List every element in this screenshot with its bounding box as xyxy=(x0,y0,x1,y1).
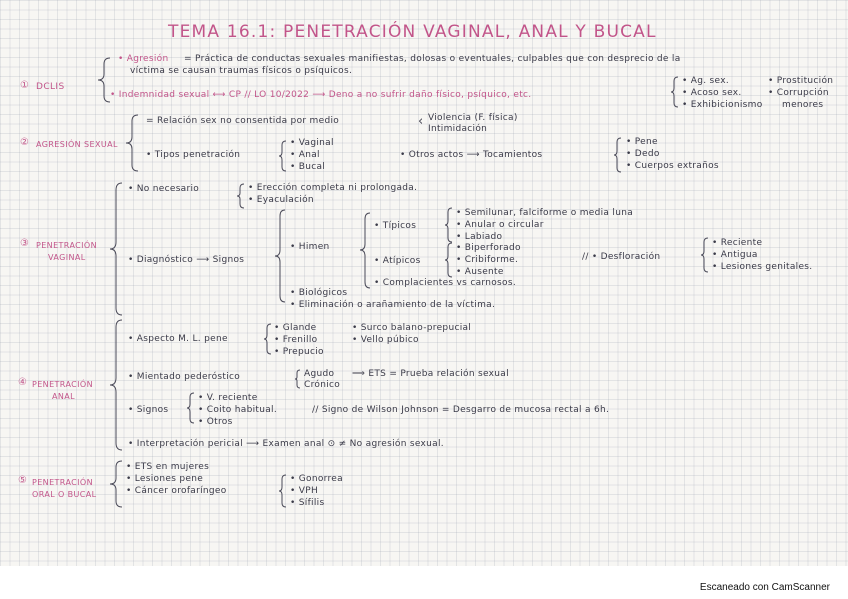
otros-line: • Otros actos ⟶ Tocamientos xyxy=(400,150,543,160)
tipo-item: • Anal xyxy=(290,150,320,160)
himen-label: • Himen xyxy=(290,242,330,252)
section-heading-2: ANAL xyxy=(52,392,75,401)
interpretacion-line: • Interpretación pericial ⟶ Examen anal ⊙ ≠ No agresión sexual. xyxy=(128,439,444,449)
section-heading: PENETRACIÓN xyxy=(32,478,93,487)
tipicos-label: • Típicos xyxy=(374,221,417,231)
section-number: ③ xyxy=(20,238,30,249)
tipo-item: • Bucal xyxy=(290,162,326,172)
right-item: menores xyxy=(782,100,824,110)
section-heading: PENETRACIÓN xyxy=(36,241,97,250)
section-heading: PENETRACIÓN xyxy=(32,380,93,389)
oral-item: • Cáncer orofaríngeo xyxy=(126,486,227,496)
tipico-item: • Anular o circular xyxy=(456,220,544,230)
section-heading-2: ORAL O BUCAL xyxy=(32,490,97,499)
right-item: • Prostitución xyxy=(768,76,834,86)
tipos-label: • Tipos penetración xyxy=(146,150,241,160)
otros-item: • Cuerpos extraños xyxy=(626,161,719,171)
scanner-watermark: Escaneado con CamScanner xyxy=(699,582,830,593)
right-item: • Ag. sex. xyxy=(682,76,730,86)
atipicos-label: • Atípicos xyxy=(374,256,421,266)
aspecto-label: • Aspecto M. L. pene xyxy=(128,334,228,344)
oral-sub-item: • Sífilis xyxy=(290,498,325,508)
no-necesario-item: • Eyaculación xyxy=(248,195,314,205)
complacientes-line: • Complacientes vs carnosos. xyxy=(374,278,516,288)
ets-line: ⟹ ETS = Prueba relación sexual xyxy=(352,369,509,379)
section-number: ② xyxy=(20,137,30,148)
section-heading-2: VAGINAL xyxy=(48,253,86,262)
oral-item: • Lesiones pene xyxy=(126,474,204,484)
biologicos-line: • Biológicos xyxy=(290,288,348,298)
otros-item: • Pene xyxy=(626,137,658,147)
tipico-item: • Labiado xyxy=(456,232,503,242)
atipico-item: • Biperforado xyxy=(456,243,521,253)
brace-glyph: ‹ xyxy=(418,114,424,129)
otros-item: • Dedo xyxy=(626,149,660,159)
wilson-line: // Signo de Wilson Johnson = Desgarro de mucosa rectal a 6h. xyxy=(312,405,610,415)
desfloracion-label: // • Desfloración xyxy=(582,252,661,262)
no-necesario-label: • No necesario xyxy=(128,184,200,194)
right-item: • Corrupción xyxy=(768,88,829,98)
aspecto-item: • Prepucio xyxy=(274,347,324,357)
cronico-item: Crónico xyxy=(304,380,341,390)
oral-sub-item: • VPH xyxy=(290,486,319,496)
tipico-item: • Semilunar, falciforme o media luna xyxy=(456,208,634,218)
atipico-item: • Ausente xyxy=(456,267,504,277)
section-heading: DCLIS xyxy=(36,82,65,92)
aspecto-item: • Glande xyxy=(274,323,317,333)
indemnidad-line: • Indemnidad sexual ⟷ CP // LO 10/2022 ⟶ Deno a no sufrir daño físico, psíquico, etc. xyxy=(110,90,532,100)
agresion-text-2: víctima se causan traumas físicos o psíquicos. xyxy=(130,66,353,76)
signo-item: • Coito habitual. xyxy=(198,405,277,415)
signo-item: • V. reciente xyxy=(198,393,258,403)
violencia-item: Violencia (F. física) xyxy=(428,113,518,123)
desfloracion-item: • Lesiones genitales. xyxy=(712,262,813,272)
relacion-line: = Relación sex no consentida por medio xyxy=(146,116,340,126)
signo-item: • Otros xyxy=(198,417,233,427)
atipico-item: • Cribiforme. xyxy=(456,255,519,265)
mientado-label: • Mientado pederóstico xyxy=(128,372,241,382)
signos-label: • Signos xyxy=(128,405,169,415)
agudo-item: Agudo xyxy=(304,369,335,379)
agresion-label: • Agresión xyxy=(118,54,169,64)
desfloracion-item: • Antigua xyxy=(712,250,758,260)
diagnostico-line: • Diagnóstico ⟶ Signos xyxy=(128,255,245,265)
aspecto-item: • Surco balano-prepucial xyxy=(352,323,472,333)
right-item: • Exhibicionismo xyxy=(682,100,763,110)
tipo-item: • Vaginal xyxy=(290,138,334,148)
no-necesario-item: • Erección completa ni prolongada. xyxy=(248,183,418,193)
page-title: TEMA 16.1: PENETRACIÓN VAGINAL, ANAL Y BUCAL xyxy=(168,22,657,42)
oral-item: • ETS en mujeres xyxy=(126,462,210,472)
section-number: ④ xyxy=(18,377,28,388)
eliminacion-line: • Eliminación o arañamiento de la víctima. xyxy=(290,300,496,310)
oral-sub-item: • Gonorrea xyxy=(290,474,343,484)
section-number: ① xyxy=(20,80,30,91)
aspecto-item: • Vello púbico xyxy=(352,335,419,345)
section-number: ⑤ xyxy=(18,475,28,486)
aspecto-item: • Frenillo xyxy=(274,335,318,345)
section-heading: AGRESIÓN SEXUAL xyxy=(36,140,118,149)
right-item: • Acoso sex. xyxy=(682,88,742,98)
desfloracion-item: • Reciente xyxy=(712,238,763,248)
agresion-text: = Práctica de conductas sexuales manifiestas, dolosas o eventuales, culpables que con desprecio de la xyxy=(184,54,681,64)
intimidacion-item: Intimidación xyxy=(428,124,488,134)
